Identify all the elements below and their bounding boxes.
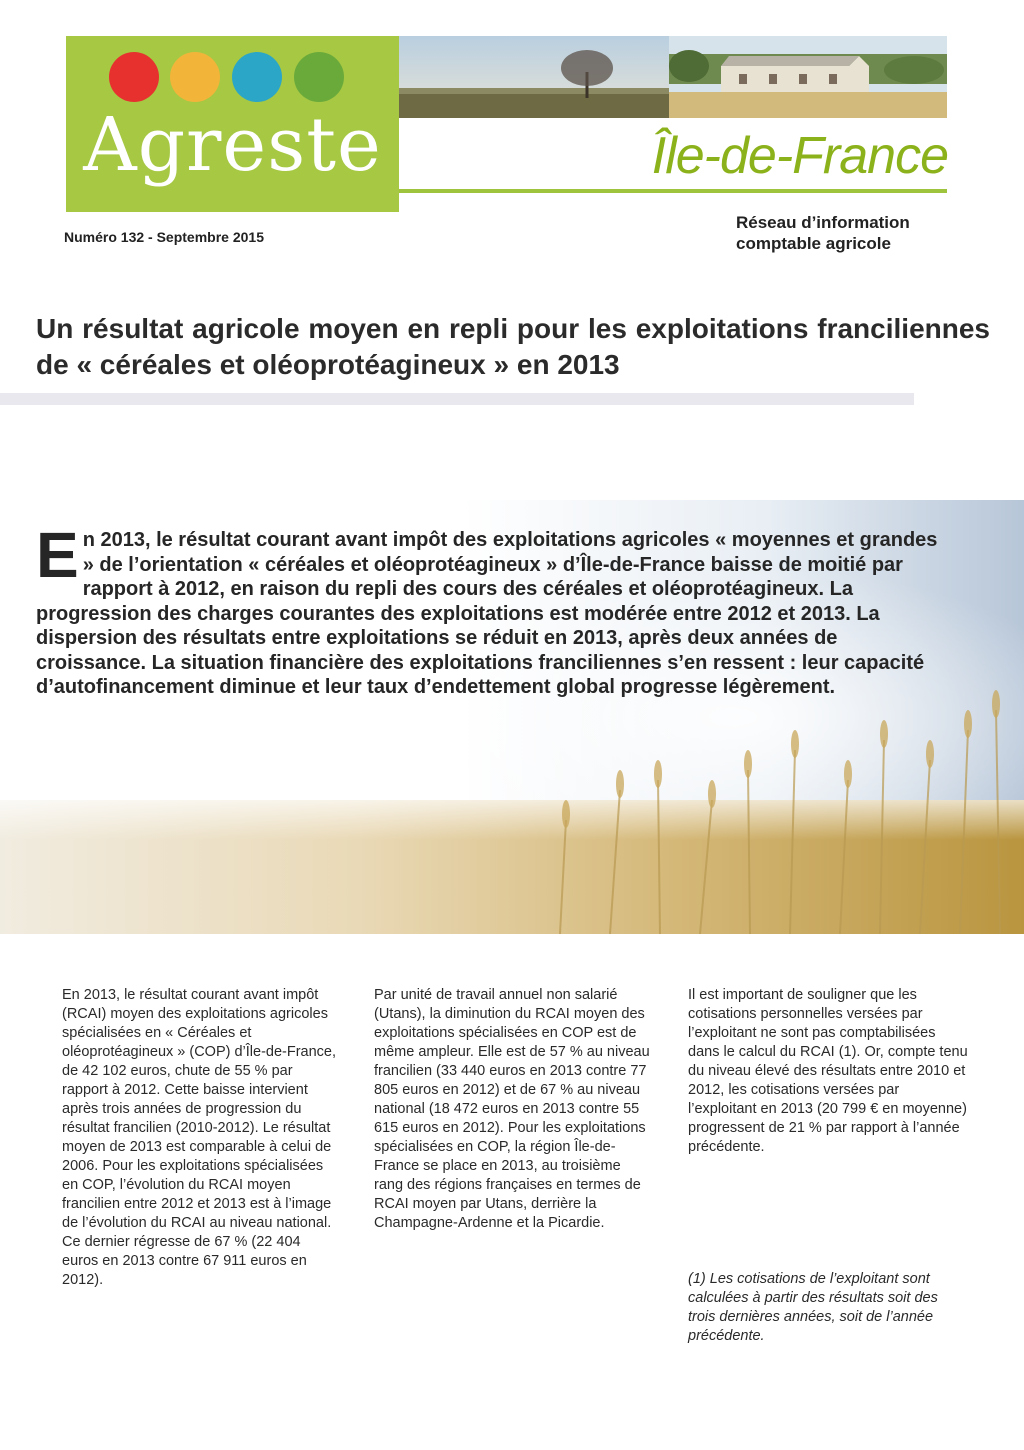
logo-dot-red — [109, 52, 159, 102]
body-paragraph: Il est important de souligner que les cotisations personnelles versées par l’exploitant ne sont pas comptabilisées dans le calcul du RCAI (1). Or, compte tenu du niveau élevé des résultats entre 2010 et 2012, les cotisations versées par l’exploitant en 2013 (20 799 € en moyenne) progressent de 21 % par rapport à l’année précédente. — [688, 987, 968, 1155]
logo-dot-blue — [232, 52, 282, 102]
logo-wordmark: Agreste — [83, 102, 382, 188]
network-label-line2: comptable agricole — [736, 234, 891, 253]
body-column-1 — [62, 986, 338, 1290]
header-photo-field — [399, 36, 669, 118]
network-label — [736, 212, 966, 254]
body-column-2 — [374, 986, 652, 1233]
network-label-line1: Réseau d’information — [736, 213, 910, 232]
lead-paragraph — [36, 519, 938, 700]
header-photo-farm — [669, 36, 947, 118]
issue-number: Numéro 132 - Septembre 2015 — [64, 229, 264, 245]
agreste-logo — [66, 36, 399, 212]
footnote: (1) Les cotisations de l’exploitant sont calculées à partir des résultats soit des trois dernières années, soit de l’année précédente. — [688, 1271, 938, 1344]
body-column-3 — [688, 986, 968, 1157]
logo-dot-yellow — [170, 52, 220, 102]
logo-dot-green — [294, 52, 344, 102]
body-paragraph: En 2013, le résultat courant avant impôt (RCAI) moyen des exploitations agricoles spécialisées en « Céréales et oléoprotéagineux » (COP) d’Île-de-France, de 42 102 euros, chute de 55 % par rapport à 2012. Cette baisse intervient après trois années de progression du résultat francilien (2010-2012). Le résultat moyen de 2013 est comparable à celui de 2006. Pour les exploitations spécialisées en COP, l’évolution du RCAI moyen francilien entre 2012 et 2013 est à l’image de l’évolution du RCAI au niveau national. Ce dernier régresse de 67 % (22 404 euros en 2013 contre 67 911 euros en 2012). — [62, 987, 337, 1288]
page-title: Un résultat agricole moyen en repli pour les exploitations franciliennes de « céréales et oléoprotéagineux » en 2013 — [36, 313, 990, 380]
header-divider — [399, 189, 947, 193]
body-paragraph: Par unité de travail annuel non salarié (Utans), la diminution du RCAI moyen des exploitations spécialisées en COP est de même ampleur. Elle est de 57 % au niveau francilien (33 440 euros en 2013 contre 77 805 euros en 2012) et de 67 % au niveau national (18 472 euros en 2013 contre 55 615 euros en 2012). Pour les exploitations spécialisées en COP, la région Île-de-France se place en 2013, au troisième rang des régions françaises en termes de RCAI moyen par Utans, derrière la Champagne-Ardenne et la Picardie. — [374, 987, 650, 1231]
drop-cap: E — [36, 519, 79, 591]
region-title: Île-de-France — [651, 127, 948, 185]
title-underline — [0, 393, 914, 405]
lead-text: n 2013, le résultat courant avant impôt des exploitations agricoles « moyennes et grandes » de l’orientation « céréales et oléoprotéagineux » d’Île-de-France baisse de moitié par rapport à 2012, en raison du repli des cours des céréales et oléoprotéagineux. La progression des charges courantes des exploitations est modérée entre 2012 et 2013. La dispersion des résultats entre exploitations se réduit en 2013, après deux années de croissance. La situation financière des exploitations franciliennes s’en ressent : leur capacité d’autofinancement diminue et leur taux d’endettement global progresse légèrement. — [36, 529, 938, 698]
